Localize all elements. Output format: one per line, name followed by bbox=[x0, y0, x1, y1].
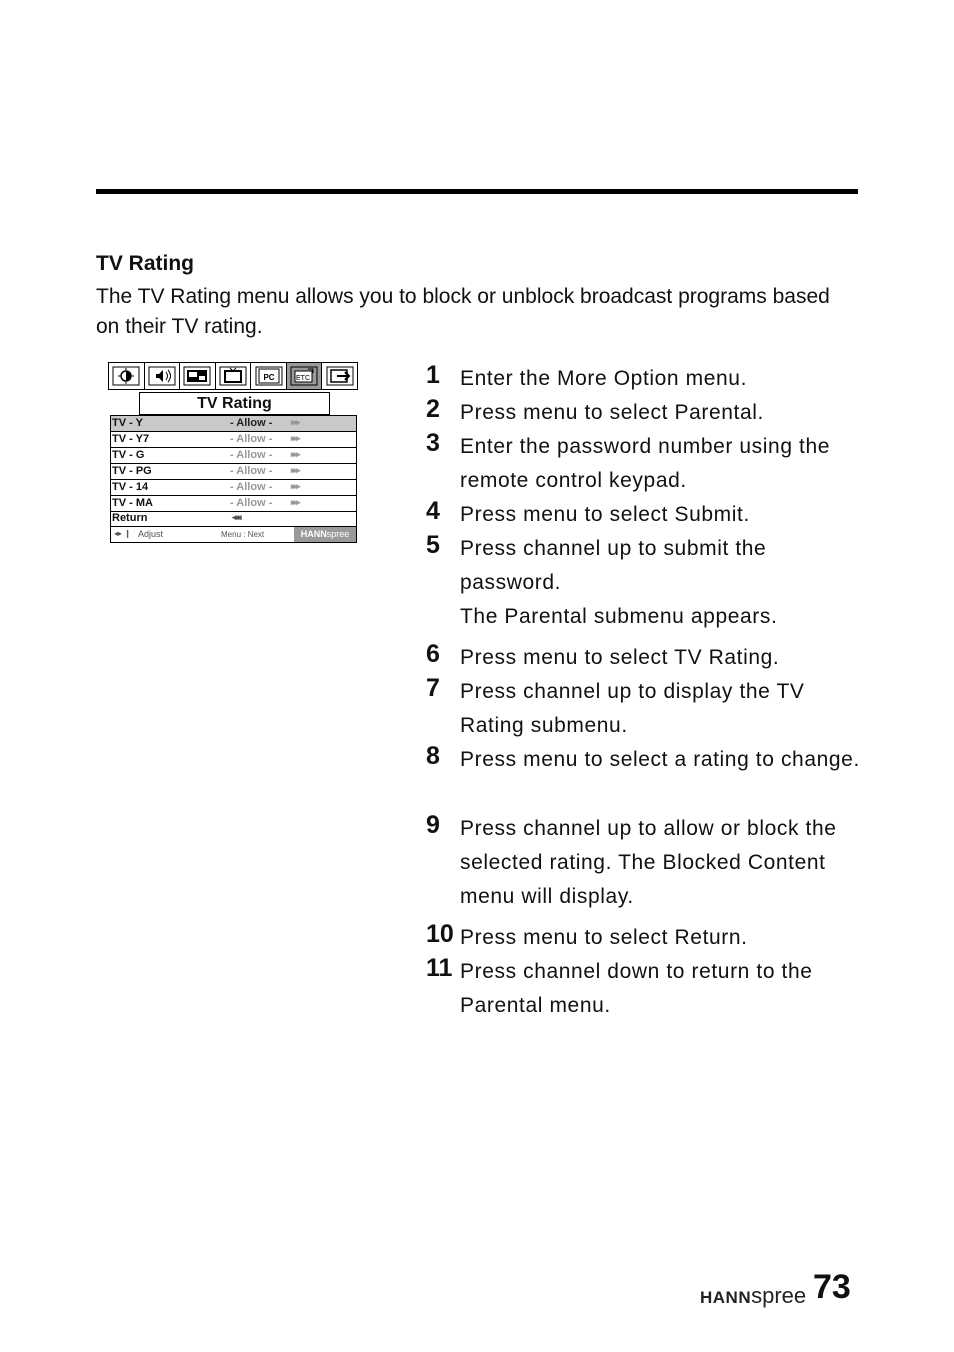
adjust-arrows-icon: ◂▸ ❙ bbox=[114, 529, 131, 538]
osd-brand-bold: HANN bbox=[300, 529, 327, 539]
section-title: TV Rating bbox=[96, 252, 194, 275]
footer-brand-bold: HANN bbox=[700, 1288, 752, 1307]
osd-rating-list bbox=[110, 415, 357, 543]
osd-menu-next-hint: Menu : Next bbox=[221, 530, 265, 539]
osd-row-arrows: ▸▸▸ bbox=[291, 497, 299, 507]
step-text: The Parental submenu appears. bbox=[460, 605, 778, 628]
step-text: Enter the More Option menu. bbox=[460, 367, 748, 390]
step-text: Press menu to select TV Rating. bbox=[460, 646, 780, 669]
osd-row-return bbox=[111, 512, 356, 527]
osd-brand-light: spree bbox=[326, 529, 350, 539]
osd-row-tv-ma bbox=[111, 496, 356, 512]
osd-row-arrows: ▸▸▸ bbox=[291, 465, 299, 475]
osd-row-value: - Allow - bbox=[230, 481, 273, 493]
audio-icon bbox=[145, 363, 181, 389]
osd-row-arrows: ▸▸▸ bbox=[291, 433, 299, 443]
osd-brand-logo bbox=[294, 527, 356, 542]
step-number: 6 bbox=[426, 640, 440, 668]
osd-row-name: TV - G bbox=[112, 449, 145, 461]
osd-row-name: TV - PG bbox=[112, 465, 152, 477]
step-number: 5 bbox=[426, 531, 440, 559]
brightness-icon bbox=[109, 363, 145, 389]
osd-row-value: - Allow - bbox=[230, 433, 273, 445]
osd-row-value: - Allow - bbox=[230, 449, 273, 461]
osd-icon-bar bbox=[108, 362, 358, 390]
osd-row-name: TV - 14 bbox=[112, 481, 149, 493]
osd-row-tv-y bbox=[111, 416, 356, 432]
step-number: 3 bbox=[426, 429, 440, 457]
osd-row-tv-pg bbox=[111, 464, 356, 480]
osd-row-tv-g bbox=[111, 448, 356, 464]
osd-footer bbox=[111, 527, 356, 542]
etc-icon-label: ETC bbox=[296, 375, 311, 382]
header-rule bbox=[96, 189, 858, 194]
osd-row-arrows: ▸▸▸ bbox=[291, 449, 299, 459]
etc-icon bbox=[287, 363, 323, 389]
osd-return-arrows: ◂◂◂ bbox=[232, 512, 240, 522]
step-number: 7 bbox=[426, 674, 440, 702]
tv-icon bbox=[216, 363, 252, 389]
picture-icon bbox=[180, 363, 216, 389]
step-number: 10 bbox=[426, 920, 454, 948]
osd-row-value: - Allow - bbox=[230, 417, 273, 429]
osd-title: TV Rating bbox=[139, 392, 330, 415]
osd-row-arrows: ▸▸▸ bbox=[291, 417, 299, 427]
osd-return-label: Return bbox=[112, 512, 148, 524]
section-intro: The TV Rating menu allows you to block or unblock broadcast programs based on their TV rating. bbox=[96, 285, 830, 338]
step-number: 2 bbox=[426, 395, 440, 423]
footer-brand-logo bbox=[700, 1283, 806, 1309]
page-number: 73 bbox=[813, 1268, 851, 1306]
step-number: 9 bbox=[426, 811, 440, 839]
osd-row-tv-y7 bbox=[111, 432, 356, 448]
step-text: Press channel up to display the TV Rating submenu. bbox=[460, 680, 805, 737]
osd-row-value: - Allow - bbox=[230, 465, 273, 477]
step-text: Press menu to select Submit. bbox=[460, 503, 750, 526]
step-text: Press channel up to allow or block the selected rating. The Blocked Content menu will display. bbox=[460, 817, 837, 908]
step-text: Press menu to select Parental. bbox=[460, 401, 764, 424]
step-number: 4 bbox=[426, 497, 440, 525]
step-text: Press channel up to submit the password. bbox=[460, 537, 767, 594]
pc-icon-label: PC bbox=[263, 373, 275, 382]
osd-adjust-hint: Adjust bbox=[138, 529, 164, 539]
step-text: Enter the password number using the remote control keypad. bbox=[460, 435, 831, 492]
osd-row-name: TV - Y bbox=[112, 417, 143, 429]
step-number: 8 bbox=[426, 742, 440, 770]
footer-brand-light: spree bbox=[751, 1283, 807, 1308]
pc-icon bbox=[251, 363, 287, 389]
osd-row-name: TV - Y7 bbox=[112, 433, 150, 445]
tv-rating-osd-figure bbox=[108, 362, 358, 546]
osd-row-arrows: ▸▸▸ bbox=[291, 481, 299, 491]
osd-row-tv-14 bbox=[111, 480, 356, 496]
step-text: Press channel down to return to the Parental menu. bbox=[460, 960, 813, 1017]
step-text: Press menu to select a rating to change. bbox=[460, 748, 860, 771]
exit-icon bbox=[322, 363, 357, 389]
osd-row-name: TV - MA bbox=[112, 497, 153, 509]
step-text: Press menu to select Return. bbox=[460, 926, 748, 949]
step-number: 11 bbox=[426, 954, 453, 982]
osd-row-value: - Allow - bbox=[230, 497, 273, 509]
step-number: 1 bbox=[426, 361, 440, 389]
